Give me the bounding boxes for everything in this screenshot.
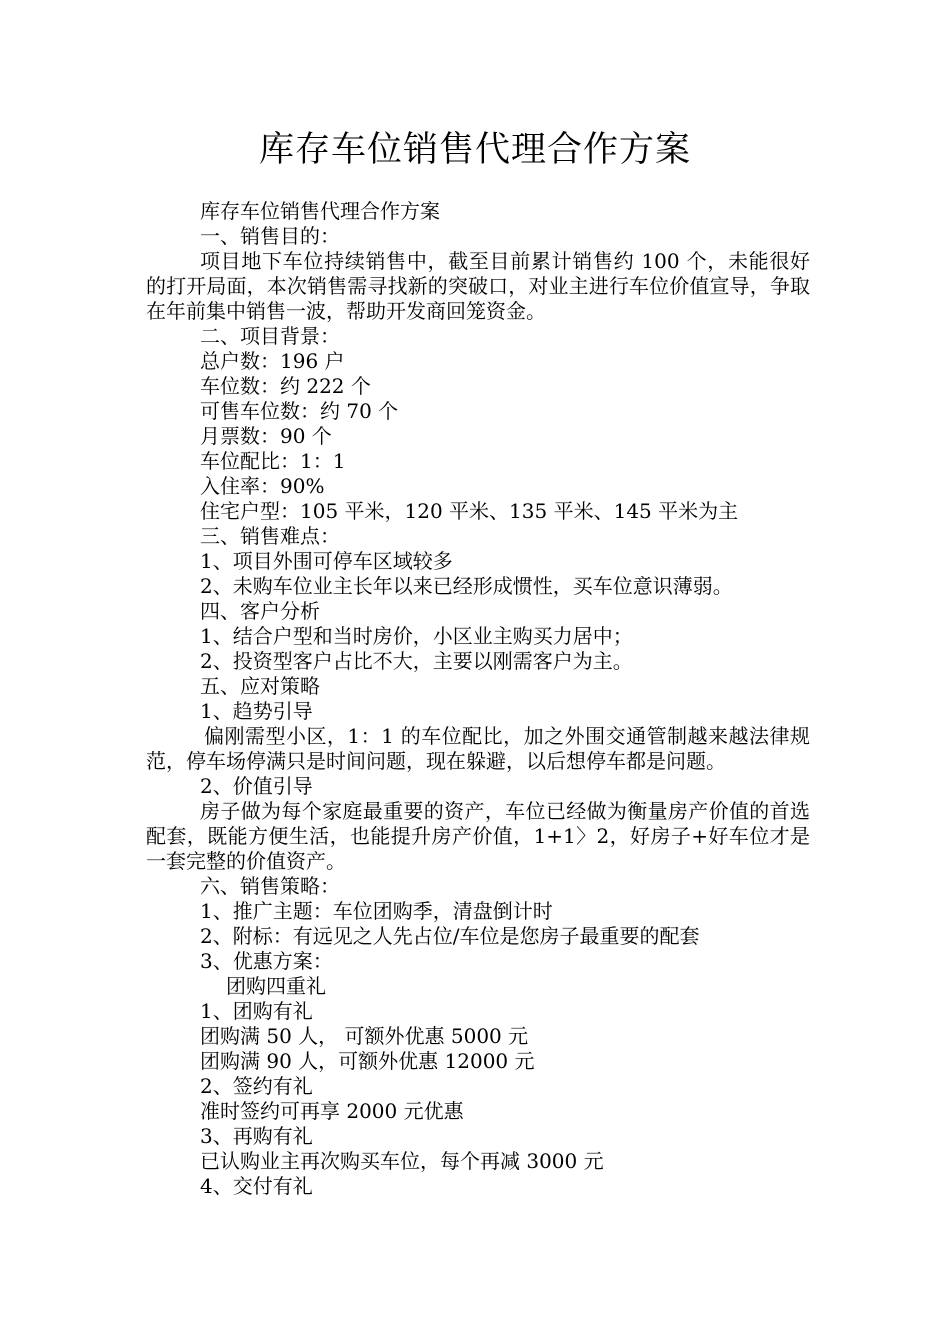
body-paragraph: 房子做为每个家庭最重要的资产，车位已经做为衡量房产价值的首选配套，既能方便生活，也能提升房产价值，1+1〉2，好房子+好车位才是一套完整的价值资产。: [146, 799, 810, 873]
body-line: 团购四重礼: [226, 974, 326, 998]
body-line: 总户数：196 户: [200, 349, 345, 373]
body-line: 已认购业主再次购买车位，每个再减 3000 元: [200, 1149, 604, 1173]
body-line: 1、团购有礼: [200, 999, 313, 1023]
body-line: 团购满 90 人，可额外优惠 12000 元: [200, 1049, 535, 1073]
section-heading: 一、销售目的：: [200, 224, 340, 248]
body-line: 月票数：90 个: [200, 424, 332, 448]
body-line: 3、优惠方案：: [200, 949, 333, 973]
body-line: 车位配比：1：1: [200, 449, 346, 473]
document-body: [146, 199, 810, 1199]
body-line: 4、交付有礼: [200, 1174, 313, 1198]
body-line: 1、项目外围可停车区域较多: [200, 549, 453, 573]
body-line: 可售车位数：约 70 个: [200, 399, 399, 423]
body-line: 1、推广主题：车位团购季，清盘倒计时: [200, 899, 553, 923]
body-line: 团购满 50 人， 可额外优惠 5000 元: [200, 1024, 529, 1048]
section-heading: 五、应对策略: [200, 674, 320, 698]
section-heading: 二、项目背景：: [200, 324, 340, 348]
body-line: 准时签约可再享 2000 元优惠: [200, 1099, 464, 1123]
body-line: 3、再购有礼: [200, 1124, 313, 1148]
document-title: 库存车位销售代理合作方案: [258, 130, 691, 170]
body-line: 车位数：约 222 个: [200, 374, 371, 398]
body-line: 2、投资型客户占比不大，主要以刚需客户为主。: [200, 649, 633, 673]
body-line: 入住率：90%: [200, 474, 325, 498]
section-heading: 三、销售难点：: [200, 524, 340, 548]
body-line: 2、价值引导: [200, 774, 313, 798]
body-line: 2、签约有礼: [200, 1074, 313, 1098]
body-line: 2、未购车位业主长年以来已经形成惯性，买车位意识薄弱。: [200, 574, 733, 598]
body-line: 1、结合户型和当时房价，小区业主购买力居中；: [200, 624, 633, 648]
section-heading: 六、销售策略：: [200, 874, 340, 898]
body-paragraph: 偏刚需型小区，1：1 的车位配比，加之外围交通管制越来越法律规范，停车场停满只是时间问题，现在躲避，以后想停车都是问题。: [146, 724, 810, 773]
body-paragraph: 项目地下车位持续销售中，截至目前累计销售约 100 个，未能很好的打开局面，本次销售需寻找新的突破口，对业主进行车位价值宣导，争取在年前集中销售一波，帮助开发商回笼资金。: [146, 249, 810, 323]
section-heading: 四、客户分析: [200, 599, 320, 623]
body-line: 库存车位销售代理合作方案: [200, 199, 440, 223]
body-line: 1、趋势引导: [200, 699, 313, 723]
body-line: 住宅户型：105 平米，120 平米、135 平米、145 平米为主: [200, 499, 739, 523]
body-line: 2、附标：有远见之人先占位/车位是您房子最重要的配套: [200, 924, 700, 948]
